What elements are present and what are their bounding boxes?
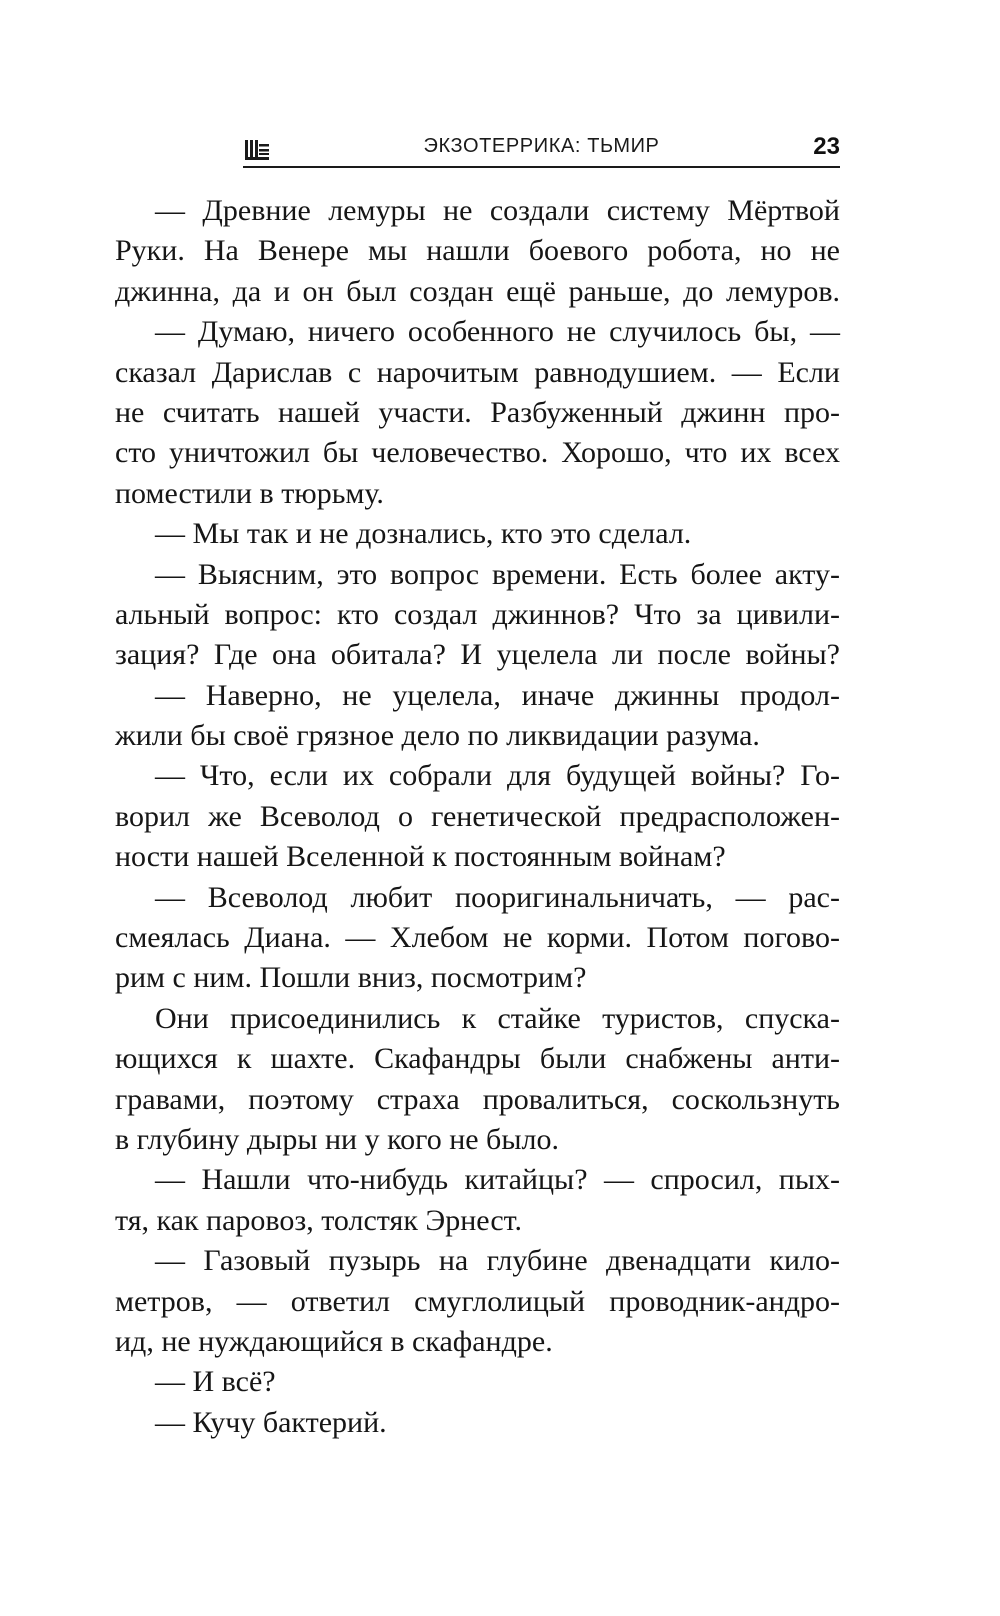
text-line: рим с ним. Пошли вниз, посмотрим? [115, 961, 587, 995]
text-line: ности нашей Вселенной к постоянным войнам? [115, 840, 726, 874]
paragraph [115, 756, 840, 877]
text-line: — Наверно, не уцелела, иначе джинны продол- [155, 678, 840, 712]
text-line: тя, как паровоз, толстяк Эрнест. [115, 1203, 522, 1237]
text-line: — Газовый пузырь на глубине двенадцати кило- [155, 1244, 840, 1278]
text-line: смеялась Диана. — Хлебом не корми. Потом погово- [115, 921, 840, 955]
text-line: Руки. На Венере мы нашли боевого робота, но не [115, 234, 840, 268]
paragraph [115, 999, 840, 1161]
text-line: зация? Где она обитала? И уцелела ли после войны? [115, 638, 840, 672]
text-line: альный вопрос: кто создал джиннов? Что за цивили- [115, 597, 840, 631]
page-number: 23 [813, 133, 840, 160]
paragraph [115, 514, 840, 554]
paragraph [115, 878, 840, 999]
text-line: — Мы так и не дознались, кто это сделал. [155, 517, 692, 551]
body-text [115, 191, 840, 1443]
text-line: сказал Дарислав с нарочитым равнодушием. — Если [115, 355, 840, 389]
text-line: ворил же Всеволод о генетической предрасположен- [115, 799, 840, 833]
paragraph [115, 1403, 840, 1443]
text-line: — Всеволод любит пооригинальничать, — рас- [155, 880, 840, 914]
text-line: — Что, если их собрали для будущей войны? Го- [155, 759, 840, 793]
text-line: метров, — ответил смуглолицый проводник-андро- [115, 1284, 840, 1318]
paragraph [115, 1241, 840, 1362]
text-line: — Нашли что-нибудь китайцы? — спросил, пых- [155, 1163, 840, 1197]
text-line: — Выясним, это вопрос времени. Есть более акту- [155, 557, 840, 591]
paragraph [115, 1160, 840, 1241]
paragraph [115, 191, 840, 312]
text-line: ющихся к шахте. Скафандры были снабжены анти- [115, 1042, 840, 1076]
text-line: сто уничтожил бы человечество. Хорошо, что их всех [115, 436, 840, 470]
text-line: гравами, поэтому страха провалиться, соскользнуть [115, 1082, 840, 1116]
text-line: — Древние лемуры не создали систему Мёртвой [155, 194, 840, 227]
text-line: Они присоединились к стайке туристов, спуска- [155, 1001, 840, 1035]
text-line: ид, не нуждающийся в скафандре. [115, 1324, 553, 1358]
text-line: джинна, да и он был создан ещё раньше, до лемуров. [115, 274, 840, 308]
paragraph [115, 676, 840, 757]
text-line: — Думаю, ничего особенного не случилось бы, — [155, 315, 840, 349]
running-title: ЭКЗОТЕРРИКА: ТЬМИР [423, 135, 660, 157]
paragraph [115, 312, 840, 514]
text-line: — И всё? [155, 1365, 276, 1399]
text-line: не считать нашей участи. Разбуженный джинн про- [115, 395, 840, 429]
text-line: поместили в тюрьму. [115, 476, 384, 510]
text-line: жили бы своё грязное дело по ликвидации разума. [115, 719, 760, 753]
paragraph [115, 1362, 840, 1402]
running-header [243, 132, 840, 168]
paragraph [115, 555, 840, 676]
text-line: — Кучу бактерий. [155, 1405, 387, 1439]
text-line: в глубину дыры ни у кого не было. [115, 1122, 559, 1156]
